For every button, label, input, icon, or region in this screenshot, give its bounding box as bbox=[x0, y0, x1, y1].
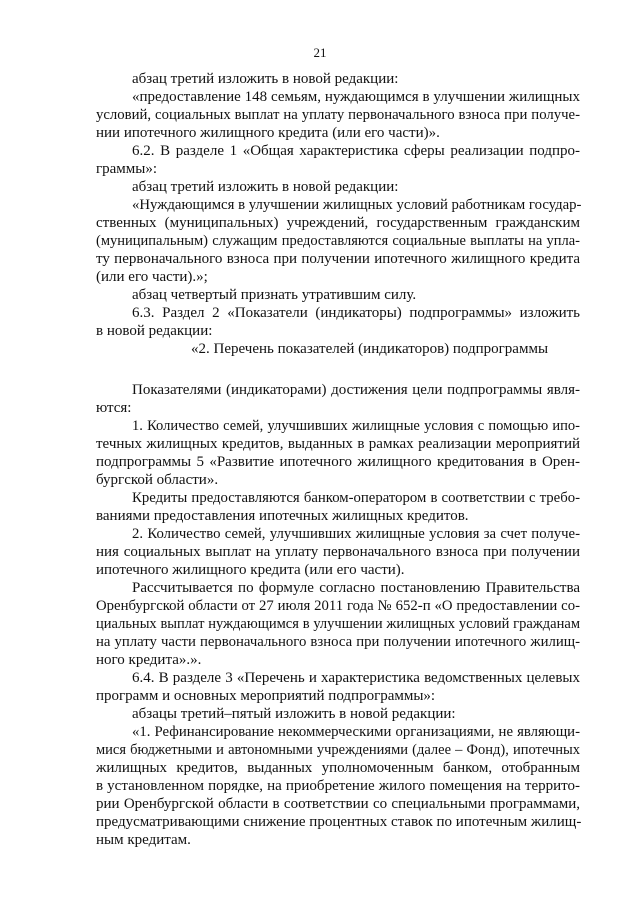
text-line: мися бюджетными и автономными учреждениями (далее – Фонд), ипотечных bbox=[96, 742, 580, 758]
text-line: 6.2. В разделе 1 «Общая характеристика сферы реализации подпро- bbox=[132, 143, 580, 159]
text-line: ипотечного жилищного кредита (или его части). bbox=[96, 562, 405, 578]
text-line: (муниципальным) служащим предоставляются социальные выплаты на упла- bbox=[96, 233, 580, 249]
text-line: течных жилищных кредитов, выданных в рамках реализации мероприятий bbox=[96, 436, 580, 452]
text-line: абзац четвертый признать утратившим силу. bbox=[132, 287, 417, 303]
text-line: программ и основных мероприятий подпрограммы»: bbox=[96, 688, 436, 704]
paragraph-gap bbox=[96, 358, 580, 381]
text-line: предусматривающими снижение процентных ставок по ипотечным жилищ- bbox=[96, 814, 582, 830]
text-line: «Нуждающимся в улучшении жилищных условий работникам государ- bbox=[132, 197, 582, 213]
text-line: «предоставление 148 семьям, нуждающимся в улучшении жилищных bbox=[132, 89, 580, 105]
text-line: ния социальных выплат на уплату первоначального взноса при получении bbox=[96, 544, 580, 560]
text-line: в новой редакции: bbox=[96, 323, 213, 339]
text-line: 1. Количество семей, улучшивших жилищные условия с помощью ипо- bbox=[132, 418, 580, 434]
text-line: ным кредитам. bbox=[96, 832, 191, 848]
text-line: «1. Рефинансирование некоммерческими организациями, не являющи- bbox=[132, 724, 580, 740]
text-line: в установленном порядке, на приобретение жилого помещения на террито- bbox=[96, 778, 580, 794]
section-heading: «2. Перечень показателей (индикаторов) подпрограммы bbox=[191, 341, 549, 357]
text-line: подпрограммы 5 «Развитие ипотечного жилищного кредитования в Орен- bbox=[96, 454, 580, 470]
text-line: Кредиты предоставляются банком-оператором в соответствии с требо- bbox=[132, 490, 580, 506]
text-line: ственных (муниципальных) учреждений, государственным гражданским bbox=[96, 215, 580, 231]
text-line: Оренбургской области от 27 июля 2011 года № 652-п «О предоставлении со- bbox=[96, 598, 580, 614]
text-line: абзац третий изложить в новой редакции: bbox=[132, 179, 399, 195]
text-line: ного кредита».». bbox=[96, 652, 202, 668]
text-line: абзацы третий–пятый изложить в новой редакции: bbox=[132, 706, 456, 722]
text-line: Показателями (индикаторами) достижения цели подпрограммы явля- bbox=[132, 382, 580, 398]
text-line: жилищных кредитов, выданных уполномоченным банком, отобранным bbox=[96, 760, 580, 776]
text-line: граммы»: bbox=[96, 161, 158, 177]
text-line: 2. Количество семей, улучшивших жилищные условия за счет получе- bbox=[132, 526, 580, 542]
text-line: рии Оренбургской области в соответствии со специальными программами, bbox=[96, 796, 580, 812]
text-line: Рассчитывается по формуле согласно постановлению Правительства bbox=[132, 580, 580, 596]
text-line: условий, социальных выплат на уплату первоначального взноса при получе- bbox=[96, 107, 580, 123]
text-line: нии ипотечного жилищного кредита (или его части)». bbox=[96, 125, 440, 141]
document-body bbox=[96, 70, 580, 849]
text-line: циальных выплат нуждающимся в улучшении жилищных условий гражданам bbox=[96, 616, 580, 632]
text-line: ваниями предоставления ипотечных жилищных кредитов. bbox=[96, 508, 469, 524]
text-line: ются: bbox=[96, 400, 132, 416]
text-line: 6.3. Раздел 2 «Показатели (индикаторы) подпрограммы» изложить bbox=[132, 305, 580, 321]
text-line: абзац третий изложить в новой редакции: bbox=[132, 71, 399, 87]
text-line: на уплату части первоначального взноса при получении ипотечного жилищ- bbox=[96, 634, 580, 650]
page-number: 21 bbox=[313, 45, 327, 60]
text-line: ту первоначального взноса при получении ипотечного жилищного кредита bbox=[96, 251, 580, 267]
text-line: (или его части).»; bbox=[96, 269, 208, 285]
text-line: 6.4. В разделе 3 «Перечень и характеристика ведомственных целевых bbox=[132, 670, 580, 686]
text-line: бургской области». bbox=[96, 472, 219, 488]
